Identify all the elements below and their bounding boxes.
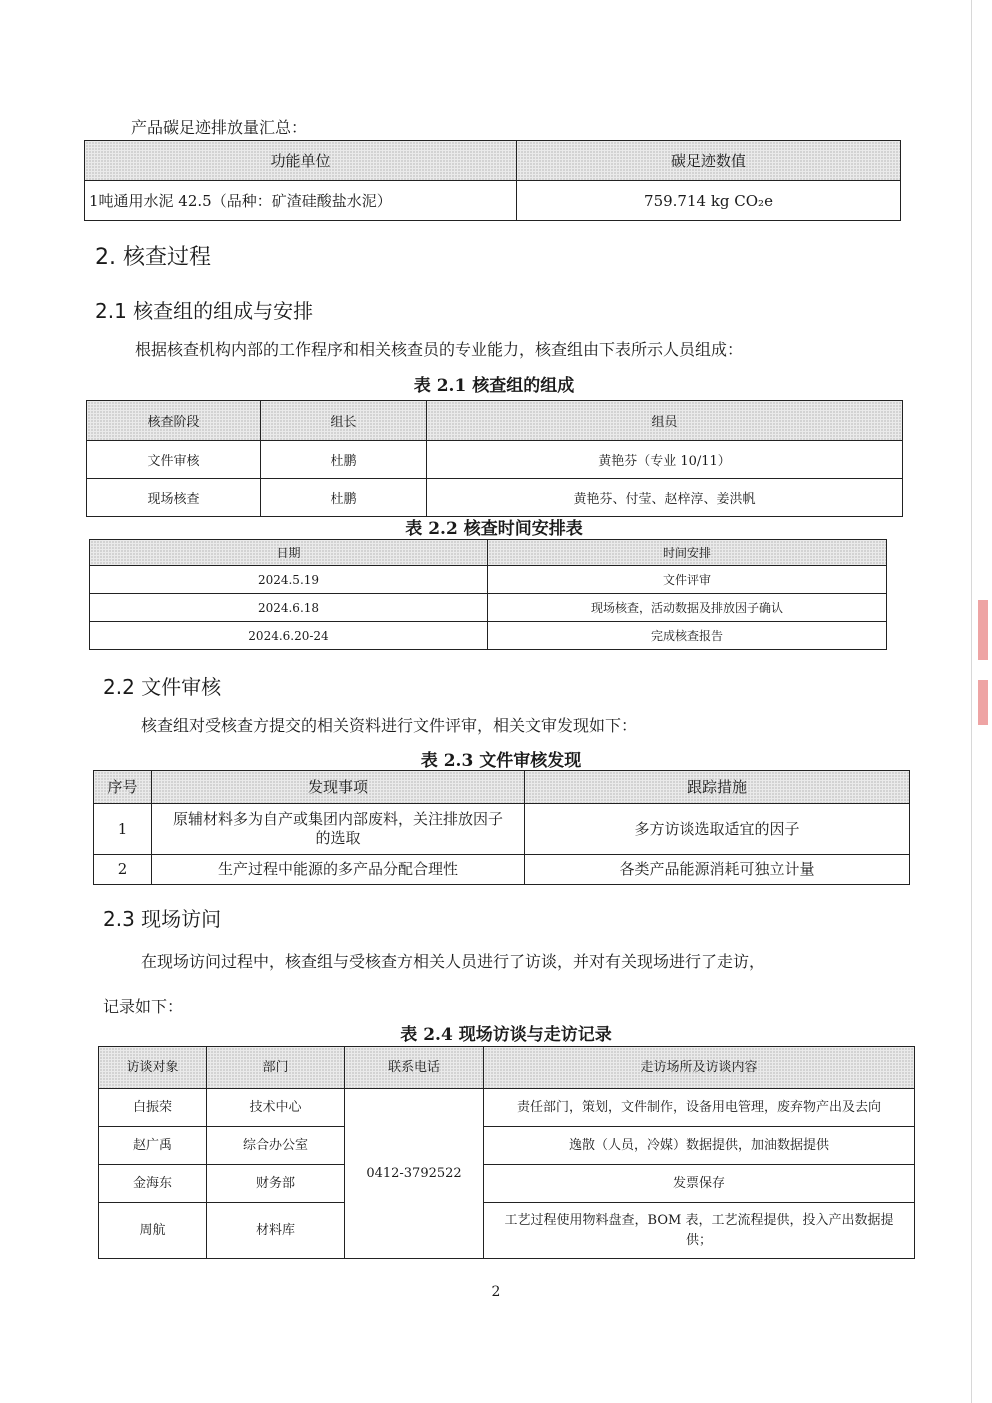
table-row xyxy=(99,1089,915,1127)
table-row xyxy=(99,1127,915,1165)
summary-value-cell: 759.714 kg CO₂e xyxy=(517,181,901,221)
table-2-3-caption: 表 2.3 文件审核发现 xyxy=(420,751,582,771)
table-2-4-header: 部门 xyxy=(207,1047,345,1089)
section-2-heading: 2. 核查过程 xyxy=(95,245,211,270)
table-cell: 现场核查 xyxy=(87,479,261,517)
table-cell: 黄艳芬、付莹、赵梓淳、姜洪帆 xyxy=(427,479,903,517)
table-cell: 工艺过程使用物料盘查，BOM 表，工艺流程提供，投入产出数据提供； xyxy=(484,1203,915,1259)
table-row xyxy=(99,1165,915,1203)
table-2-2-header: 时间安排 xyxy=(488,540,887,566)
table-cell: 杜鹏 xyxy=(261,441,427,479)
table-cell: 材料库 xyxy=(207,1203,345,1259)
section-2-2-heading: 2.2 文件审核 xyxy=(103,675,222,699)
table-row xyxy=(90,622,887,650)
summary-title: 产品碳足迹排放量汇总： xyxy=(131,118,308,137)
table-2-4-header: 联系电话 xyxy=(345,1047,484,1089)
table-cell: 逸散（人员，冷媒）数据提供，加油数据提供 xyxy=(484,1127,915,1165)
table-cell: 责任部门，策划，文件制作，设备用电管理，废弃物产出及去向 xyxy=(484,1089,915,1127)
section-2-2-paragraph: 核查组对受核查方提交的相关资料进行文件评审，相关文审发现如下： xyxy=(141,716,638,735)
table-2-1-header: 核查阶段 xyxy=(87,401,261,441)
table-cell: 周航 xyxy=(99,1203,207,1259)
table-2-4 xyxy=(98,1046,915,1259)
table-row xyxy=(99,1203,915,1259)
table-cell: 黄艳芬（专业 10/11） xyxy=(427,441,903,479)
phone-cell: 0412-3792522 xyxy=(345,1089,484,1259)
table-2-4-header: 走访场所及访谈内容 xyxy=(484,1047,915,1089)
scan-edge-line xyxy=(971,0,972,1403)
table-2-3 xyxy=(93,770,910,885)
summary-header-value: 碳足迹数值 xyxy=(517,141,901,181)
table-2-1-caption: 表 2.1 核查组的组成 xyxy=(413,376,575,396)
table-cell: 2024.5.19 xyxy=(90,566,488,594)
table-cell: 各类产品能源消耗可独立计量 xyxy=(525,855,910,885)
table-2-4-caption: 表 2.4 现场访谈与走访记录 xyxy=(400,1025,612,1045)
table-2-3-header: 跟踪措施 xyxy=(525,771,910,804)
table-cell: 发票保存 xyxy=(484,1165,915,1203)
table-cell: 生产过程中能源的多产品分配合理性 xyxy=(152,855,525,885)
table-row xyxy=(90,566,887,594)
table-cell: 1 xyxy=(94,804,152,855)
section-2-3-paragraph-line2: 记录如下： xyxy=(103,997,184,1016)
section-2-3-heading: 2.3 现场访问 xyxy=(103,907,222,931)
table-2-1-header: 组员 xyxy=(427,401,903,441)
summary-unit-cell: 1吨通用水泥 42.5（品种：矿渣硅酸盐水泥） xyxy=(85,181,517,221)
table-cell: 金海东 xyxy=(99,1165,207,1203)
table-cell: 技术中心 xyxy=(207,1089,345,1127)
table-cell: 财务部 xyxy=(207,1165,345,1203)
table-2-4-header: 访谈对象 xyxy=(99,1047,207,1089)
table-2-1-header: 组长 xyxy=(261,401,427,441)
table-cell: 多方访谈选取适宜的因子 xyxy=(525,804,910,855)
summary-header-unit: 功能单位 xyxy=(85,141,517,181)
table-cell: 完成核查报告 xyxy=(488,622,887,650)
table-row xyxy=(87,441,903,479)
page-number: 2 xyxy=(491,1284,501,1300)
section-2-1-paragraph: 根据核查机构内部的工作程序和相关核查员的专业能力，核查组由下表所示人员组成： xyxy=(135,340,744,359)
table-cell: 白振荣 xyxy=(99,1089,207,1127)
table-row xyxy=(87,479,903,517)
seal-stamp-fragment xyxy=(978,600,988,660)
table-cell: 文件评审 xyxy=(488,566,887,594)
seal-stamp-fragment xyxy=(978,680,988,725)
table-cell: 综合办公室 xyxy=(207,1127,345,1165)
table-2-3-header: 发现事项 xyxy=(152,771,525,804)
table-cell: 杜鹏 xyxy=(261,479,427,517)
table-2-1 xyxy=(86,400,903,517)
table-row xyxy=(90,594,887,622)
table-cell: 2024.6.18 xyxy=(90,594,488,622)
table-2-2-header: 日期 xyxy=(90,540,488,566)
table-cell: 原辅材料多为自产或集团内部废料，关注排放因子的选取 xyxy=(152,804,525,855)
table-cell: 赵广禹 xyxy=(99,1127,207,1165)
table-2-3-header: 序号 xyxy=(94,771,152,804)
table-2-2-caption: 表 2.2 核查时间安排表 xyxy=(405,519,583,539)
section-2-1-heading: 2.1 核查组的组成与安排 xyxy=(95,299,314,323)
section-2-3-paragraph-line1: 在现场访问过程中，核查组与受核查方相关人员进行了访谈，并对有关现场进行了走访， xyxy=(141,952,766,971)
summary-table xyxy=(84,140,901,221)
table-row xyxy=(94,855,910,885)
table-cell: 2 xyxy=(94,855,152,885)
table-row xyxy=(94,804,910,855)
table-2-2 xyxy=(89,539,887,650)
table-cell: 文件审核 xyxy=(87,441,261,479)
table-cell: 现场核查，活动数据及排放因子确认 xyxy=(488,594,887,622)
table-cell: 2024.6.20-24 xyxy=(90,622,488,650)
